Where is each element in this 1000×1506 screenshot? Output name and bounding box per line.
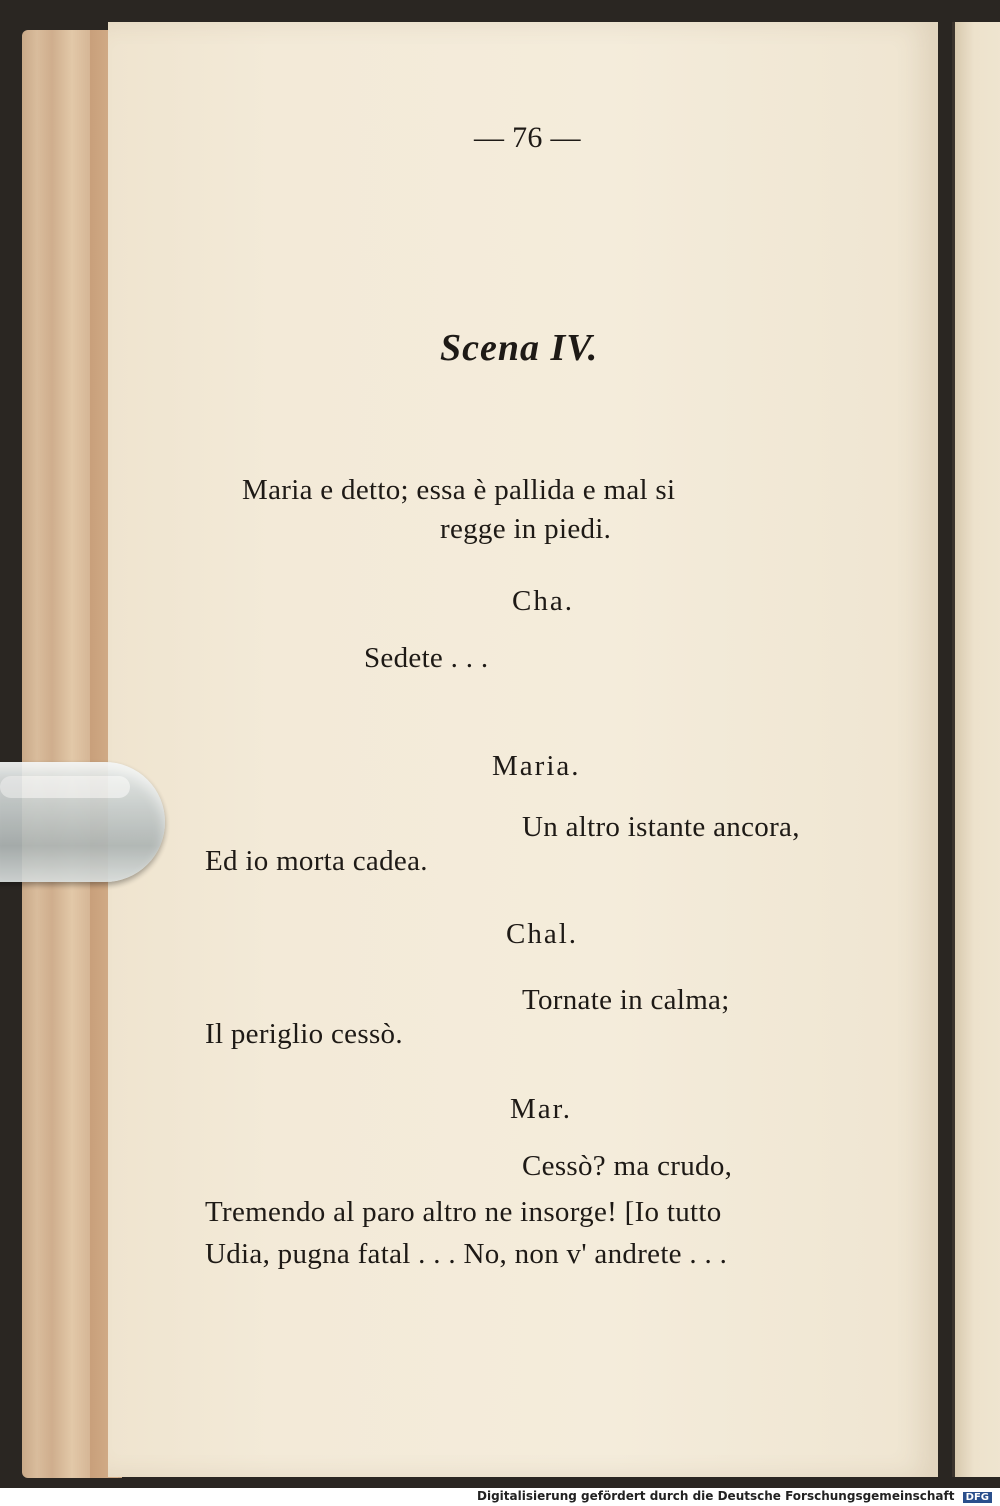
dialogue-line-3b: Il periglio cessò. (205, 1018, 403, 1050)
dialogue-line-4b: Tremendo al paro altro ne insorge! [Io tutto (205, 1196, 722, 1228)
digitization-footer (477, 1489, 992, 1503)
page-clip (0, 762, 165, 882)
dialogue-line-2a: Un altro istante ancora, (522, 811, 800, 843)
dialogue-line-1: Sedete . . . (364, 642, 489, 674)
speaker-cha: Cha. (512, 585, 574, 617)
stage-direction-line-2: regge in piedi. (440, 513, 612, 545)
adjacent-page (952, 22, 1000, 1477)
dialogue-line-3a: Tornate in calma; (522, 984, 730, 1016)
dialogue-line-4c: Udia, pugna fatal . . . No, non v' andrete . . . (205, 1238, 728, 1270)
stage-direction-line-1: Maria e detto; essa è pallida e mal si (242, 474, 676, 506)
page-number: — 76 — (474, 121, 581, 154)
book-page-edges (22, 30, 122, 1478)
scene-title: Scena IV. (440, 327, 599, 369)
speaker-mar: Mar. (510, 1093, 572, 1125)
bleed-through-decoration (330, 215, 890, 285)
dialogue-line-2b: Ed io morta cadea. (205, 845, 428, 877)
dfg-logo: DFG (963, 1492, 992, 1503)
dialogue-line-4a: Cessò? ma crudo, (522, 1150, 733, 1182)
footer-text: Digitalisierung gefördert durch die Deutsche Forschungsgemeinschaft (477, 1489, 955, 1503)
speaker-chal: Chal. (506, 918, 579, 950)
speaker-maria: Maria. (492, 750, 581, 782)
